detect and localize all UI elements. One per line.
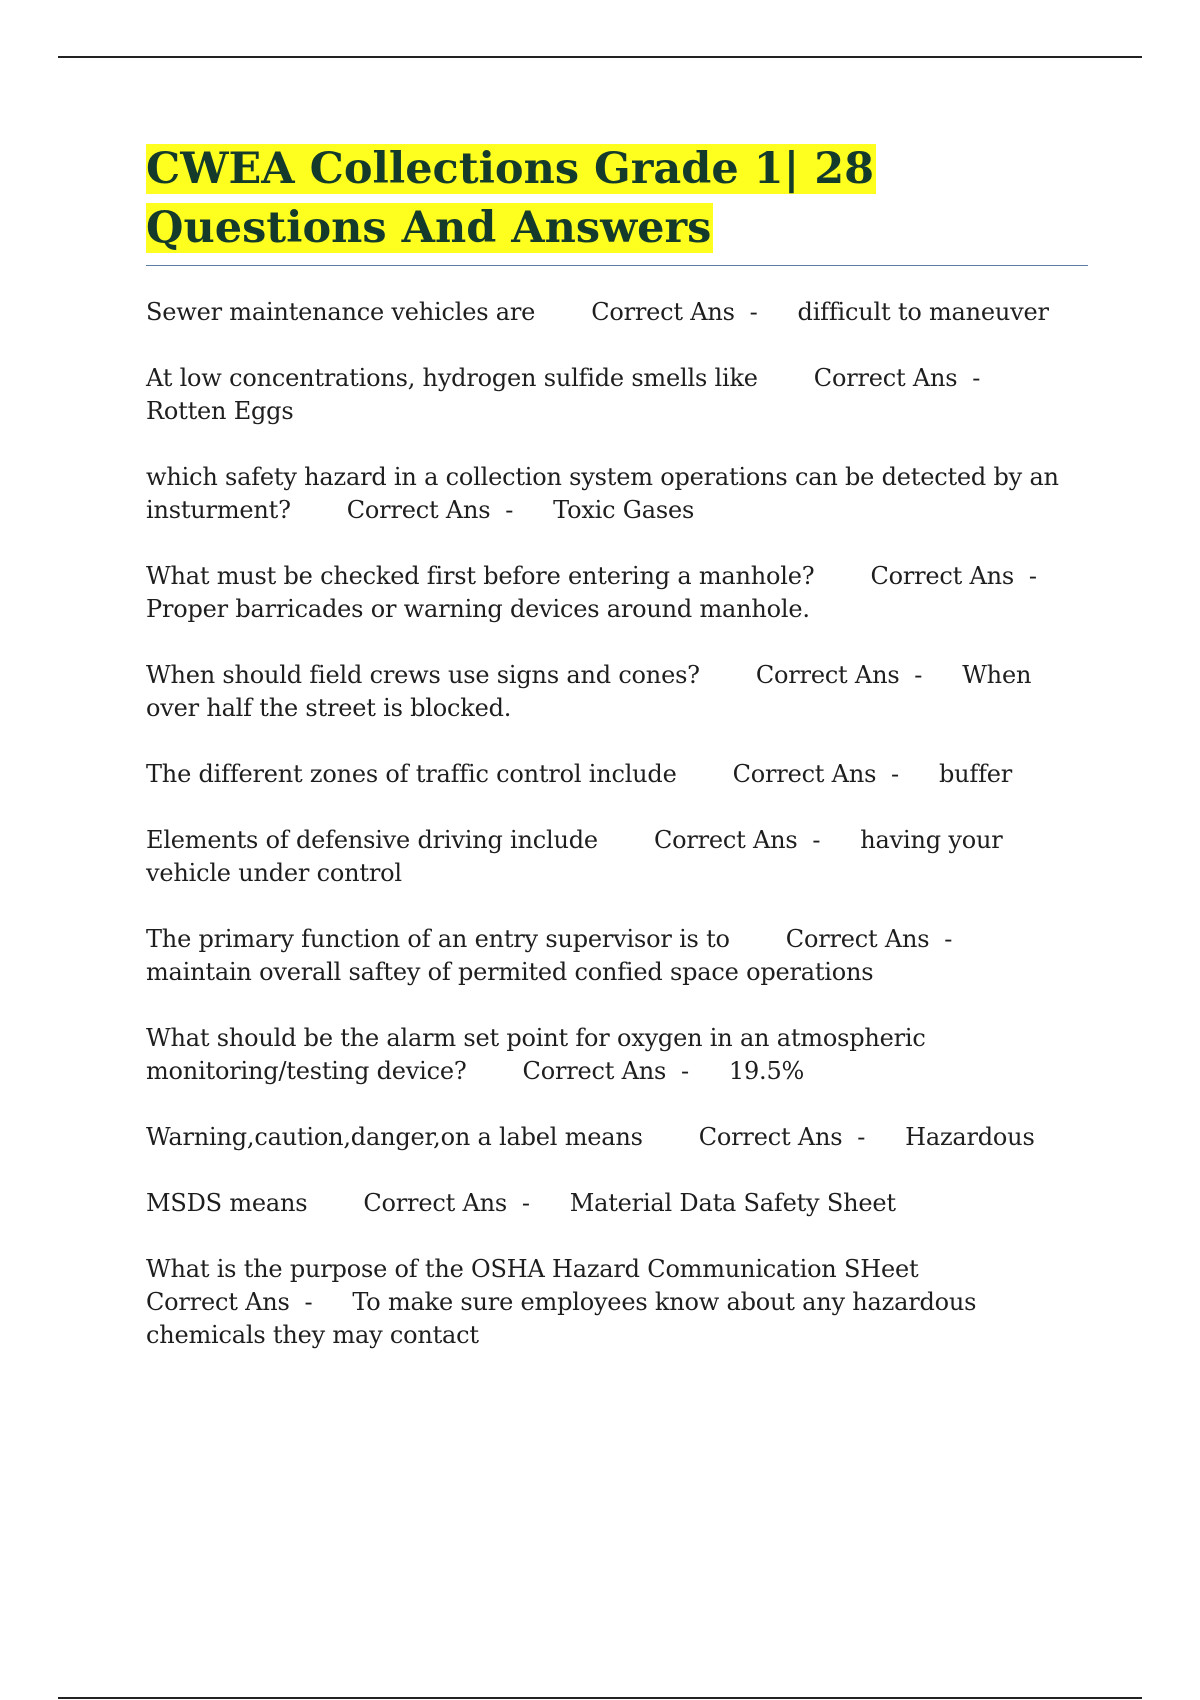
- qa-item: [146, 560, 1086, 626]
- question-text: The different zones of traffic control include: [146, 760, 677, 788]
- answer-text: When over half the street is blocked.: [146, 661, 1032, 722]
- question-text: which safety hazard in a collection system operations can be detected by an insturment?: [146, 463, 1059, 524]
- answer-text: buffer: [938, 760, 1013, 788]
- answer-label: Correct Ans -: [813, 364, 981, 392]
- question-text: Sewer maintenance vehicles are: [146, 298, 536, 326]
- question-text: When should field crews use signs and cones?: [146, 661, 700, 689]
- qa-item: [146, 1022, 1086, 1088]
- question-text: Elements of defensive driving include: [146, 826, 598, 854]
- question-text: What must be checked first before entering a manhole?: [146, 562, 815, 590]
- answer-label: Correct Ans -: [755, 661, 923, 689]
- page-bottom-rule: [58, 1697, 1142, 1699]
- answer-text: difficult to maneuver: [797, 298, 1049, 326]
- answer-text: Rotten Eggs: [146, 397, 294, 425]
- qa-item: [146, 923, 1086, 989]
- answer-label: Correct Ans -: [785, 925, 953, 953]
- qa-item: [146, 1253, 1086, 1352]
- question-text: The primary function of an entry supervisor is to: [146, 925, 730, 953]
- question-text: MSDS means: [146, 1189, 308, 1217]
- answer-label: Correct Ans -: [732, 760, 899, 788]
- answer-text: having your vehicle under control: [146, 826, 1003, 887]
- answer-label: Correct Ans -: [346, 496, 514, 524]
- answer-text: Material Data Safety Sheet: [569, 1189, 896, 1217]
- qa-item: [146, 1187, 1086, 1220]
- qa-item: [146, 362, 1086, 428]
- answer-label: Correct Ans -: [870, 562, 1037, 590]
- answer-text: maintain overall saftey of permited confied space operations: [146, 958, 874, 986]
- page-top-rule: [58, 56, 1142, 58]
- title-underline: [146, 265, 1088, 266]
- answer-text: 19.5%: [728, 1057, 805, 1085]
- qa-item: [146, 296, 1086, 329]
- answer-label: Correct Ans -: [146, 1288, 313, 1316]
- page-title: [146, 140, 1086, 258]
- qa-item: [146, 461, 1086, 527]
- answer-text: To make sure employees know about any hazardous chemicals they may contact: [146, 1288, 977, 1349]
- answer-text: Proper barricades or warning devices around manhole.: [146, 595, 810, 623]
- qa-list: [146, 296, 1086, 1385]
- qa-item: [146, 1121, 1086, 1154]
- question-text: Warning,caution,danger,on a label means: [146, 1123, 643, 1151]
- answer-label: Correct Ans -: [653, 826, 821, 854]
- question-text: At low concentrations, hydrogen sulfide smells like: [146, 364, 758, 392]
- answer-label: Correct Ans -: [698, 1123, 866, 1151]
- question-text: What should be the alarm set point for oxygen in an atmospheric monitoring/testing device?: [146, 1024, 926, 1085]
- answer-text: Toxic Gases: [553, 496, 695, 524]
- answer-label: Correct Ans -: [363, 1189, 530, 1217]
- qa-item: [146, 824, 1086, 890]
- qa-item: [146, 659, 1086, 725]
- answer-label: Correct Ans -: [522, 1057, 689, 1085]
- answer-label: Correct Ans -: [591, 298, 758, 326]
- title-highlight: CWEA Collections Grade 1| 28 Questions And Answers: [146, 144, 875, 253]
- qa-item: [146, 758, 1086, 791]
- answer-text: Hazardous: [905, 1123, 1035, 1151]
- question-text: What is the purpose of the OSHA Hazard Communication SHeet: [146, 1255, 919, 1283]
